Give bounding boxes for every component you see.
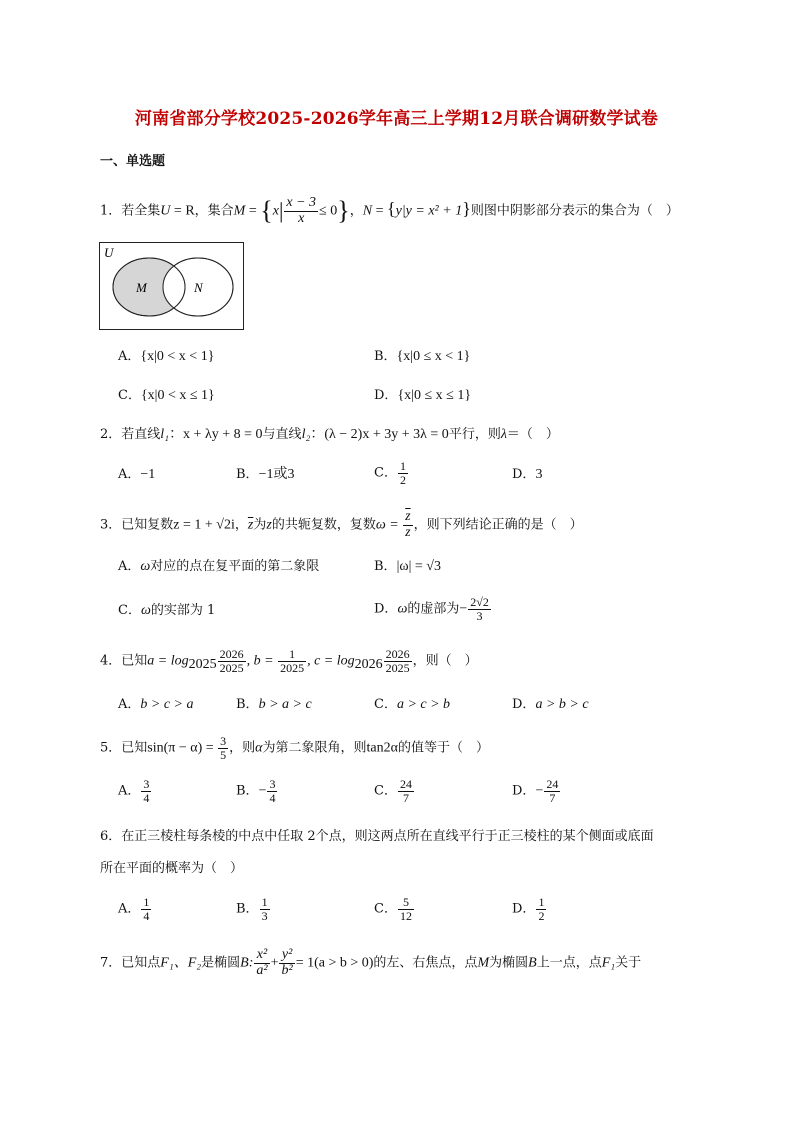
bar: | bbox=[278, 198, 284, 224]
question-number: 3． bbox=[100, 517, 122, 533]
question-number: 6． bbox=[100, 829, 122, 844]
q1-text-2: ，集合 bbox=[194, 203, 234, 219]
q1-eqR: = R bbox=[170, 203, 195, 219]
question-7: 7．已知点F₁、F₂是椭圆B: $\frac{\text{x²}}{\text{a²}}$ + $\frac{\text{y²}}{\text{b²}}$ = 1(a > b > 0)的左、右焦点，点M为椭圆B上一点，点F₁关于 bbox=[100, 947, 642, 978]
q6-option-c: C． $\frac{5}{12}$ bbox=[374, 895, 412, 923]
q1-M: M bbox=[233, 203, 246, 219]
venn-label-M: M bbox=[136, 280, 147, 295]
q6-option-b: B． $\frac{1}{3}$ bbox=[236, 895, 268, 923]
line-l2: l₂ bbox=[301, 427, 311, 442]
q3-option-b: B．|ω| = √3 bbox=[374, 559, 441, 574]
q1-eq: = bbox=[245, 203, 261, 219]
right-brace: } bbox=[337, 196, 350, 226]
section-heading: 一、单选题 bbox=[100, 154, 166, 169]
question-6: 6．在正三棱柱每条棱的中点中任取 2个点，则这两点所在直线平行于正三棱柱的某个侧面或底面 bbox=[100, 829, 654, 844]
q5-option-c: C． $\frac{24}{7}$ bbox=[374, 777, 412, 805]
q5-option-a: A． $\frac{3}{4}$ bbox=[118, 777, 150, 805]
question-3: 3．已知复数z = 1 + √2i，$\overline{z}$为z的共轭复数，复数ω = $\frac{\overline{z}}{z}$ ，则下列结论正确的是（ ） bbox=[100, 509, 583, 540]
q4-option-c: C．a > c > b bbox=[374, 697, 451, 712]
q1-U: U bbox=[160, 203, 171, 219]
right-brace: } bbox=[462, 198, 471, 219]
question-number: 2． bbox=[100, 427, 122, 442]
venn-label-U: U bbox=[104, 245, 114, 260]
q1-option-a: A．{x|0 < x < 1} bbox=[118, 349, 215, 364]
q1-text-4: 则图中阴影部分表示的集合为（ ） bbox=[470, 203, 679, 219]
denominator: x bbox=[298, 210, 305, 226]
q1-setB: y|y = x² + 1 bbox=[395, 203, 463, 219]
question-number: 5． bbox=[100, 740, 122, 756]
question-2: 2．若直线l₁：x + λy + 8 = 0与直线l₂：(λ − 2)x + 3y + 3λ = 0平行，则λ＝（ ） bbox=[100, 427, 559, 442]
equation-l1: ：x + λy + 8 = 0 bbox=[169, 427, 263, 442]
q2-option-d: D．3 bbox=[512, 467, 543, 482]
q1-option-b: B．{x|0 ≤ x < 1} bbox=[374, 349, 471, 364]
venn-diagram bbox=[99, 242, 244, 330]
q3-option-d: D．ω的虚部为− $\frac{2√2}{3}$ bbox=[374, 595, 489, 623]
q1-option-c: C．{x|0 < x ≤ 1} bbox=[118, 388, 215, 403]
question-number: 4． bbox=[100, 653, 122, 669]
q2-option-a: A．−1 bbox=[118, 467, 156, 482]
q5-option-b: B．− $\frac{3}{4}$ bbox=[236, 777, 276, 805]
question-4: 4．已知$a = \log_{2025}$ $\frac{2026}{2025}$ , b = $\frac{1}{2025}$ , $c = \log_{2026}$ $\frac{2026}{2025}$ ，则（ ） bbox=[100, 647, 478, 675]
q1-eq2: = bbox=[372, 203, 387, 219]
q2-option-c: C． $\frac{1}{2}$ bbox=[374, 459, 406, 487]
q6-option-a: A． $\frac{1}{4}$ bbox=[118, 895, 150, 923]
q4-option-d: D．a > b > c bbox=[512, 697, 589, 712]
q1-setA-cond: ≤ 0 bbox=[319, 203, 338, 219]
q1-fraction bbox=[284, 196, 318, 226]
equation-l2: ：(λ − 2)x + 3y + 3λ = 0 bbox=[310, 427, 449, 442]
question-number: 7． bbox=[100, 955, 122, 971]
question-6-line-2: 所在平面的概率为（ ） bbox=[100, 861, 244, 876]
numerator: x − 3 bbox=[286, 195, 317, 210]
q4-option-a: A．b > c > a bbox=[118, 697, 194, 712]
q4-option-b: B．b > a > c bbox=[236, 697, 312, 712]
question-1 bbox=[100, 196, 679, 226]
left-brace: { bbox=[260, 196, 273, 226]
q1-N: N bbox=[362, 203, 373, 219]
q2-option-b: B．−1或3 bbox=[236, 467, 295, 482]
q1-setA-var: x bbox=[272, 203, 279, 219]
page-title: 河南省部分学校2025-2026学年高三上学期12月联合调研数学试卷 bbox=[134, 109, 659, 129]
venn-label-N: N bbox=[194, 280, 203, 295]
question-5: 5．已知sin(π − α) = $\frac{3}{5}$ ，则α为第二象限角，则tan2α的值等于（ ） bbox=[100, 734, 490, 762]
q1-text-1: 若全集 bbox=[121, 203, 161, 219]
q1-option-d: D．{x|0 ≤ x ≤ 1} bbox=[374, 388, 472, 403]
q1-text-3: ， bbox=[349, 203, 363, 219]
q3-option-c: C．ω的实部为 1 bbox=[118, 603, 216, 618]
q5-option-d: D．− $\frac{24}{7}$ bbox=[512, 777, 559, 805]
q3-option-a: A．ω对应的点在复平面的第二象限 bbox=[118, 559, 320, 574]
line-l1: l₁ bbox=[160, 427, 170, 442]
left-brace: { bbox=[386, 198, 396, 219]
q6-option-d: D． $\frac{1}{2}$ bbox=[512, 895, 545, 923]
question-number: 1． bbox=[100, 203, 122, 219]
